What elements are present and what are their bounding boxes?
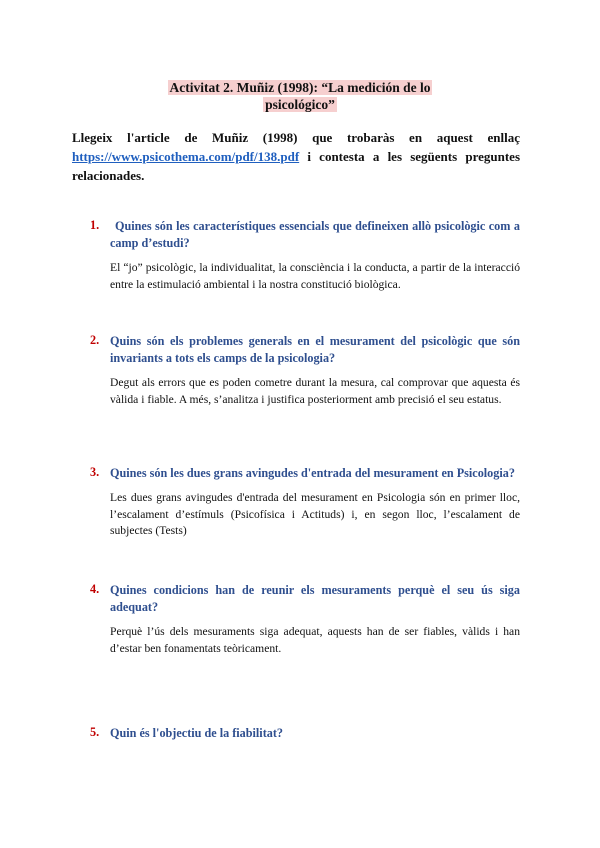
question-text: Quines condicions han de reunir els mesuraments perquè el seu ús siga adequat? [110, 583, 520, 614]
question-number: 4. [90, 582, 100, 596]
intro-text-after: i contesta a les següents preguntes relacionades. [72, 149, 521, 183]
answer-text: Les dues grans avingudes d'entrada del mesurament en Psicologia són en primer lloc, l’escalament d’estímuls (Psicofísica i Actituds) i, en segon lloc, l’escalament de subjectes (Tests) [110, 491, 520, 537]
question-number: 1. [90, 218, 100, 232]
question-text: Quins són els problemes generals en el mesurament del psicològic que són invariants a tots els camps de la psicologia? [110, 334, 520, 365]
question-number: 2. [90, 333, 100, 347]
question-text: Quin és l'objectiu de la fiabilitat? [110, 726, 283, 740]
question-text: Quines són les dues grans avingudes d'entrada del mesurament en Psicologia? [110, 466, 515, 480]
answer-text: El “jo” psicològic, la individualitat, la consciència i la conducta, a partir de la interacció entre la estimulació ambiental i la nostra constitució biològica. [110, 261, 520, 291]
question-1 [90, 218, 520, 293]
title-line-2: psicológico” [265, 97, 335, 112]
question-2 [90, 333, 520, 408]
intro-paragraph [72, 128, 520, 185]
page-title [150, 79, 450, 113]
question-text: Quines són les característiques essencials que defineixen allò psicològic com a camp d’estudi? [110, 219, 520, 250]
question-number: 5. [90, 725, 100, 739]
question-number: 3. [90, 465, 100, 479]
question-5 [90, 725, 520, 742]
question-4 [90, 582, 520, 657]
answer-text: Degut als errors que es poden cometre durant la mesura, cal comprovar que aquesta és vàlida i fiable. A més, s’analitza i justifica posteriorment amb precisió el seu estatus. [110, 376, 520, 406]
title-line-1: Activitat 2. Muñiz (1998): “La medición de lo [169, 80, 431, 95]
question-3 [90, 465, 520, 540]
intro-text-before: Llegeix l'article de Muñiz (1998) que trobaràs en aquest enllaç [72, 130, 520, 145]
answer-text: Perquè l’ús dels mesuraments siga adequat, aquests han de ser fiables, vàlids i han d’estar ben fonamentats teòricament. [110, 625, 520, 655]
article-link[interactable]: https://www.psicothema.com/pdf/138.pdf [72, 149, 300, 164]
